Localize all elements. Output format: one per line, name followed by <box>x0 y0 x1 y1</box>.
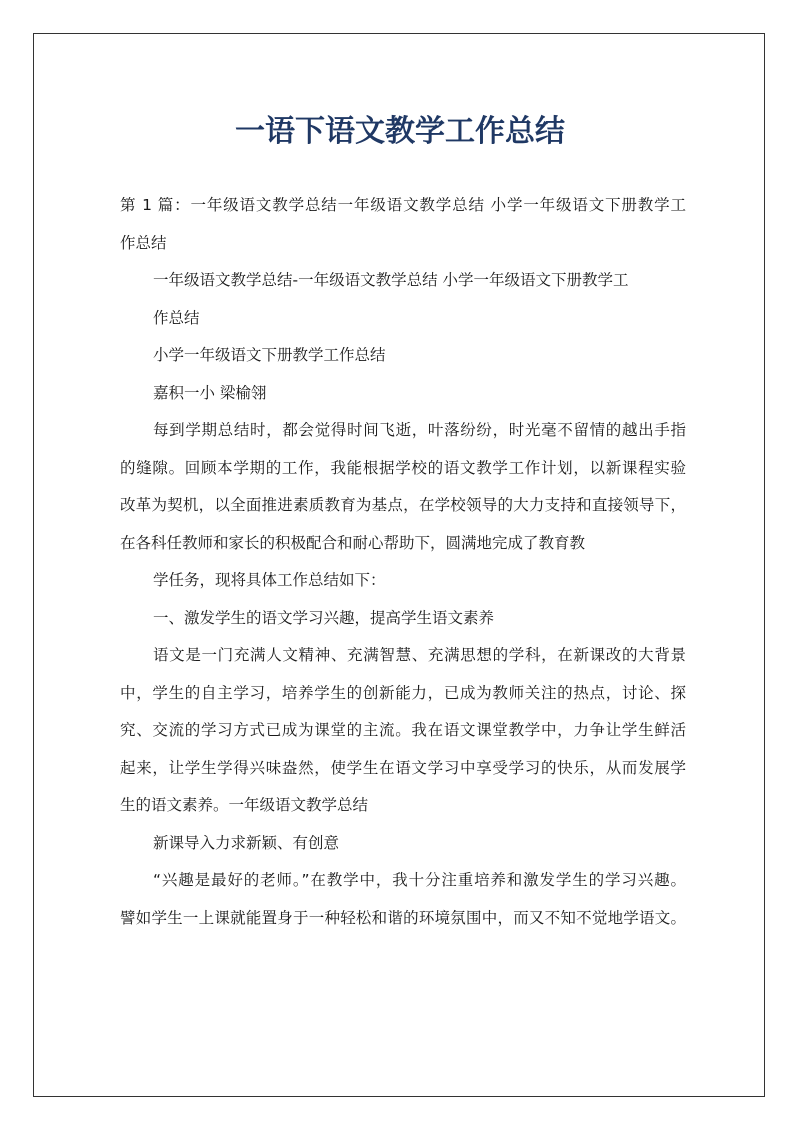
paragraph-line: 中，学生的自主学习，培养学生的创新能力，已成为教师关注的热点，讨论、探 <box>120 683 686 702</box>
paragraph-line: 作总结 <box>153 308 200 327</box>
document-title: 一语下语文教学工作总结 <box>235 114 565 149</box>
paragraph-line: 小学一年级语文下册教学工作总结 <box>153 346 386 364</box>
paragraph-line: 每到学期总结时，都会觉得时间飞逝，叶落纷纷，时光毫不留情的越出手指 <box>153 421 686 439</box>
document-body <box>120 187 686 937</box>
paragraph-line: 起来，让学生学得兴味盎然，使学生在语文学习中享受学习的快乐，从而发展学 <box>120 758 686 777</box>
subsection-heading: 新课导入力求新颖、有创意 <box>153 833 340 852</box>
paragraph-line: 一年级语文教学总结-一年级语文教学总结 小学一年级语文下册教学工 <box>153 271 629 289</box>
paragraph-line: 学任务，现将具体工作总结如下： <box>153 571 386 589</box>
paragraph-line: 语文是一门充满人文精神、充满智慧、充满思想的学科，在新课改的大背景 <box>153 646 686 664</box>
paragraph-line: 作总结 <box>120 233 167 252</box>
author-line: 嘉积一小 梁榆翎 <box>153 383 267 402</box>
section-heading: 一、激发学生的语文学习兴趣，提高学生语文素养 <box>153 608 495 627</box>
paragraph-line: 第 1 篇：一年级语文教学总结一年级语文教学总结 小学一年级语文下册教学工 <box>120 196 686 214</box>
paragraph-line: 生的语文素养。一年级语文教学总结 <box>120 796 369 814</box>
paragraph-line: “兴趣是最好的老师。”在教学中，我十分注重培养和激发学生的学习兴趣。 <box>153 871 686 889</box>
paragraph-line: 究、交流的学习方式已成为课堂的主流。我在语文课堂教学中，力争让学生鲜活 <box>120 721 686 739</box>
paragraph-line: 譬如学生一上课就能置身于一种轻松和谐的环境氛围中，而又不知不觉地学语文。 <box>120 908 686 927</box>
paragraph-line: 在各科任教师和家长的积极配合和耐心帮助下，圆满地完成了教育教 <box>120 533 586 552</box>
paragraph-line: 的缝隙。回顾本学期的工作，我能根据学校的语文教学工作计划，以新课程实验 <box>120 458 686 477</box>
paragraph-line: 改革为契机，以全面推进素质教育为基点，在学校领导的大力支持和直接领导下， <box>120 496 686 514</box>
